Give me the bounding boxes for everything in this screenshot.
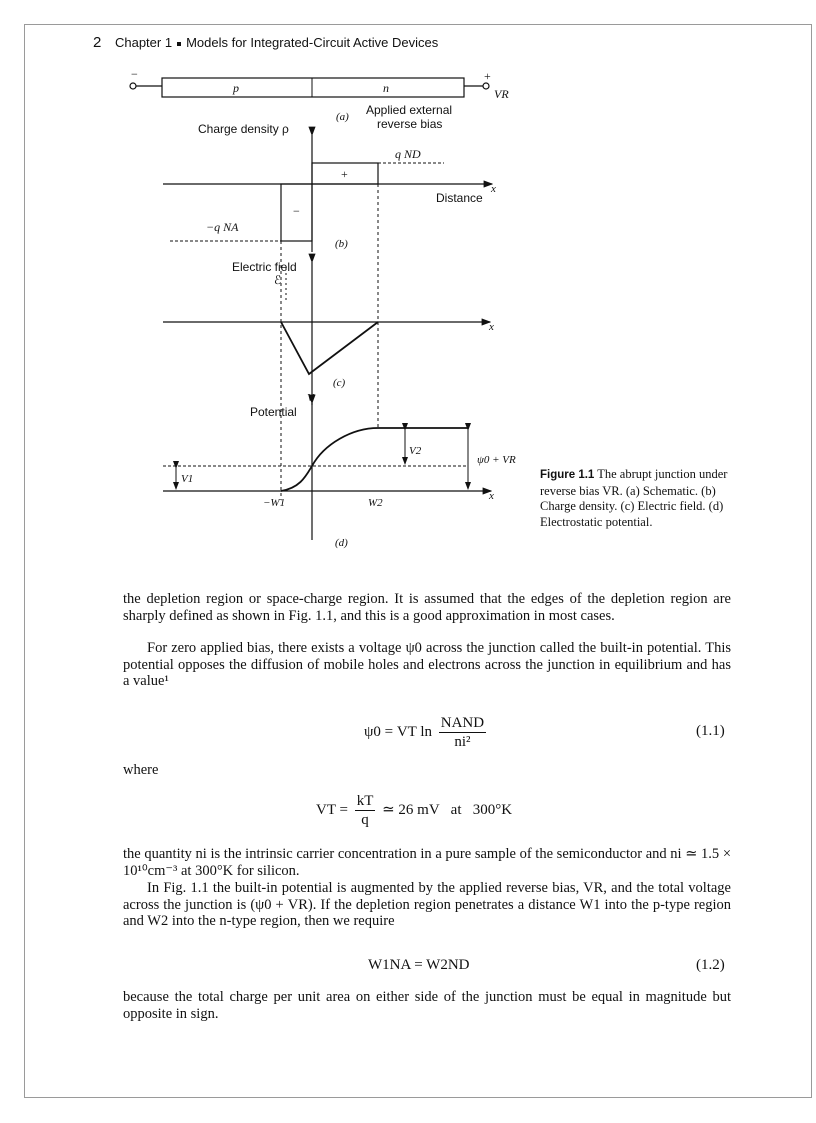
field-symbol: ℰ [274, 273, 282, 287]
part-c-label: (c) [333, 377, 346, 389]
figure-caption [540, 467, 750, 530]
chapter-label: Chapter 1 [114, 35, 173, 50]
w1-label: −W1 [263, 497, 286, 509]
caption-label: Figure 1.1 [540, 469, 595, 481]
applied-bias-note: Applied external [366, 103, 453, 117]
caption-text: The abrupt junction under reverse bias VR. (a) Schematic. (b) Charge density. (c) Electric field. (d) Electrostatic potential. [540, 467, 728, 529]
vt-lhs: VT = [316, 801, 348, 818]
part-a-label: (a) [336, 111, 349, 123]
minus-sign: − [293, 204, 300, 218]
running-title: Models for Integrated-Circuit Active Devices [186, 35, 439, 50]
electric-field-ylabel: Electric field [232, 260, 297, 274]
equation-number-1-2: (1.2) [696, 957, 725, 973]
plus-terminal: + [484, 69, 491, 83]
vt-denominator: q [361, 812, 369, 828]
total-voltage-label: ψ0 + VR [477, 454, 516, 466]
x-axis-label-d: x [489, 490, 494, 502]
eq1-denominator: ni² [454, 734, 471, 750]
vt-rhs: ≃ 26 mV at 300°K [382, 801, 513, 818]
schematic-a [130, 67, 509, 131]
paragraph-1: the depletion region or space-charge region. It is assumed that the edges of the depletion region are sharply defined as shown in Fig. 1.1, and this is a good approximation in most cases. [123, 591, 731, 624]
electric-field-c [163, 260, 494, 405]
part-d-label: (d) [335, 537, 348, 549]
eq1-numerator: NAND [440, 715, 485, 731]
qnd-label: q ND [395, 147, 421, 161]
page-number: 2 [93, 34, 102, 51]
vt-equation [316, 792, 512, 829]
where-label: where [123, 762, 159, 778]
v-axis-label: V [307, 392, 314, 404]
paragraph-2: For zero applied bias, there exists a voltage ψ0 across the junction called the built-in potential. This potential opposes the diffusion of mobile holes and electrons across the junction in equilibrium and has a value¹ [123, 640, 731, 689]
plus-sign: + [341, 167, 348, 181]
equation-1-2: W1NA = W2ND [368, 957, 470, 973]
vr-label: VR [494, 87, 509, 101]
minus-terminal: − [131, 67, 138, 81]
x-axis-label-b: x [491, 183, 496, 195]
equation-1-1 [364, 714, 489, 751]
distance-label: Distance [436, 191, 483, 205]
potential-d [163, 392, 516, 549]
w2-label: W2 [368, 497, 383, 509]
qna-label: −q NA [206, 220, 239, 234]
v2-label: V2 [409, 445, 422, 457]
n-region-label: n [383, 81, 389, 95]
paragraph-4: In Fig. 1.1 the built-in potential is augmented by the applied reverse bias, VR, and the total voltage across the junction is (ψ0 + VR). If the depletion region penetrates a distance W1 into the p-type region and W2 into the n-type region, then we require [123, 880, 731, 929]
equation-number-1-1: (1.1) [696, 723, 725, 739]
charge-density-b [163, 122, 496, 500]
potential-ylabel: Potential [250, 405, 297, 419]
v1-label: V1 [181, 473, 194, 485]
paragraph-5: because the total charge per unit area on either side of the junction must be equal in magnitude but opposite in sign. [123, 989, 731, 1022]
eq1-lhs: ψ0 = VT ln [364, 723, 432, 740]
p-region-label: p [233, 81, 239, 95]
charge-density-ylabel: Charge density ρ [198, 122, 289, 136]
x-axis-label-c: x [489, 321, 494, 333]
reverse-bias-note: reverse bias [377, 117, 443, 131]
part-b-label: (b) [335, 238, 348, 250]
paragraph-3: the quantity ni is the intrinsic carrier concentration in a pure sample of the semiconductor and ni ≃ 1.5 × 10¹⁰cm⁻³ at 300°K for silicon. [123, 846, 731, 879]
vt-numerator: kT [356, 793, 374, 809]
